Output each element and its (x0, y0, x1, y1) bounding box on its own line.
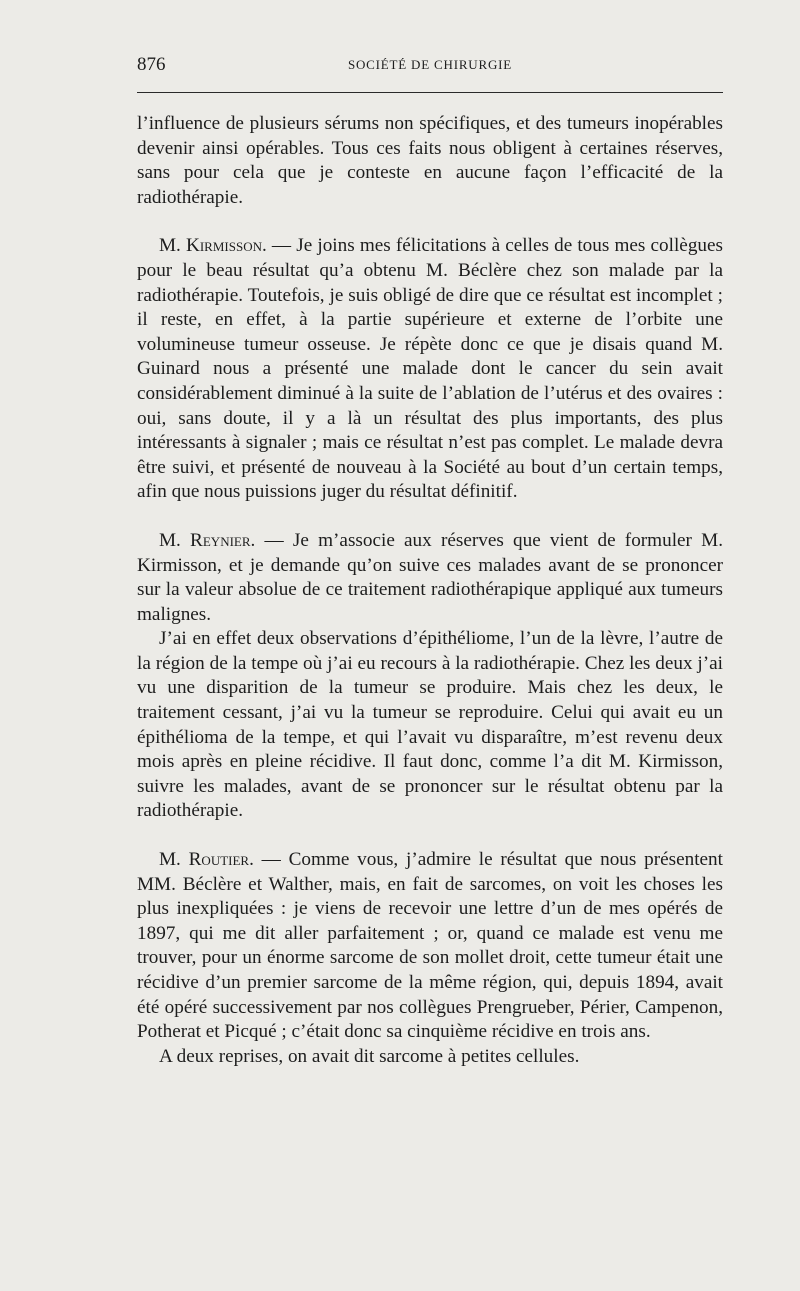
paragraph-text: l’influence de plusieurs sérums non spécifiques, et des tumeurs inopérables devenir ainsi opérables. Tous ces faits nous obligent à certaines réserves, sans pour cela que je conteste en aucune façon l’efficacité de la radiothérapie. (137, 113, 723, 208)
running-title: SOCIÉTÉ DE CHIRURGIE (347, 57, 513, 72)
paragraph-text: — Je joins mes félicitations à celles de tous mes collègues pour le beau résultat qu’a obtenu M. Béclère chez son malade par la radiothérapie. Toutefois, je suis obligé de dire que ce résultat est incomplet ; il reste, en effet, à la partie supérieure et externe de l’orbite une volumineuse tumeur osseuse. Je répète donc ce que je disais quand M. Guinard nous a présenté une malade dont le cancer du sein avait considérablement diminué à la suite de l’ablation de l’utérus et des ovaires : oui, sans doute, il y a là un résultat des plus importants, des plus intéressants à signaler ; mais ce résultat n’est pas complet. Le malade devra être suivi, et présenté de nouveau à la Société au bout d’un certain temps, afin que nous puissions juger du résultat définitif. (137, 235, 723, 503)
paragraph-kirmisson (137, 234, 723, 505)
speaker-name: M. Routier. (159, 849, 254, 871)
paragraph-text: A deux reprises, on avait dit sarcome à petites cellules. (159, 1045, 580, 1067)
body-text (137, 112, 723, 1069)
paragraph-text: J’ai en effet deux observations d’épithéliome, l’un de la lèvre, l’autre de la région de la tempe où j’ai eu recours à la radiothérapie. Chez les deux j’ai vu une disparition de la tumeur se produire. Mais chez les deux, le traitement cessant, j’ai vu la tumeur se reproduire. Celui qui avait eu un épithélioma de la tempe, et qui l’avait vu disparaître, m’est revenu deux mois après en pleine récidive. Il faut donc, comme l’a dit M. Kirmisson, suivre les malades, avant de se prononcer sur le résultat obtenu par la radiothérapie. (137, 628, 723, 822)
paragraph-routier-continued (137, 1045, 723, 1070)
paragraph-routier (137, 848, 723, 1045)
page-header (137, 54, 723, 80)
speaker-name: M. Reynier. (159, 529, 256, 551)
speaker-name: M. Kirmisson. (159, 235, 267, 257)
paragraph-continuation (137, 112, 723, 210)
paragraph-text: — Je m’associe aux réserves que vient de formuler M. Kirmisson, et je demande qu’on suive ces malades avant de se prononcer sur la valeur absolue de ce traitement radiothérapique appliqué aux tumeurs malignes. (137, 529, 723, 625)
page-number: 876 (137, 54, 166, 75)
paragraph-text: — Comme vous, j’admire le résultat que nous présentent MM. Béclère et Walther, mais, en fait de sarcomes, on voit les choses les plus inexpliquées : je viens de recevoir une lettre d’un de mes opérés de 1897, qui me dit aller parfaitement ; or, quand ce malade est venu me trouver, pour un énorme sarcome de son mollet droit, cette tumeur était une récidive d’un premier sarcome de la même région, qui, depuis 1894, avait été opéré successivement par nos collègues Prengrueber, Périer, Campenon, Potherat et Picqué ; c’était donc sa cinquième récidive en trois ans. (137, 849, 723, 1043)
paragraph-reynier (137, 529, 723, 627)
header-rule (137, 92, 723, 93)
paragraph-reynier-continued (137, 627, 723, 824)
